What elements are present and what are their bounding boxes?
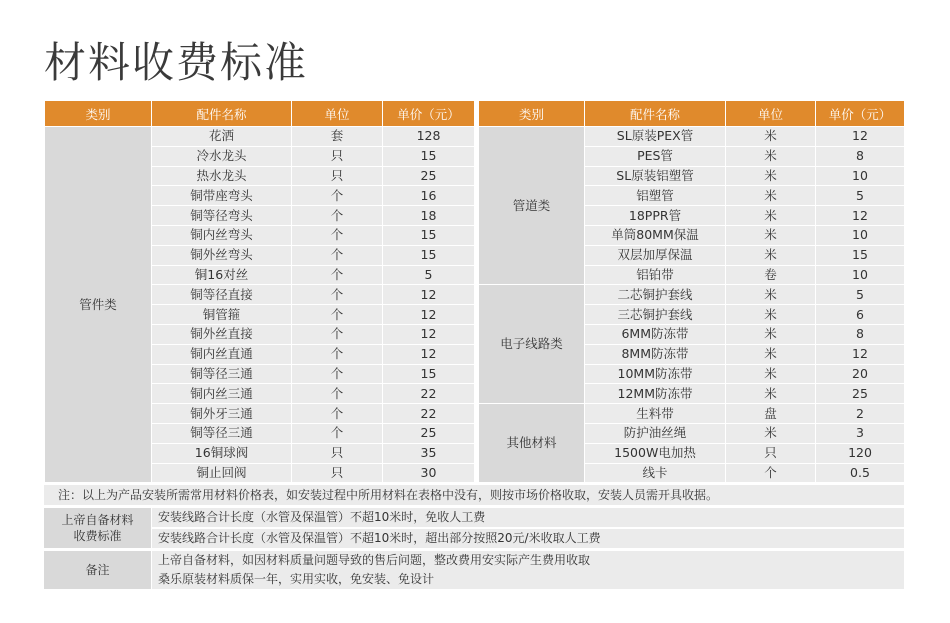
- remarks-label: 备注: [44, 551, 151, 589]
- category-cell: 管件类: [45, 127, 152, 483]
- price-cell: 35: [383, 443, 475, 463]
- unit-cell: 套: [292, 127, 383, 147]
- unit-cell: 个: [292, 423, 383, 443]
- unit-cell: 只: [292, 166, 383, 186]
- table-row: [479, 404, 905, 424]
- part-name-cell: 铜外丝直接: [152, 324, 292, 344]
- price-cell: 22: [383, 384, 475, 404]
- price-cell: 12: [383, 344, 475, 364]
- part-name-cell: 双层加厚保温: [585, 245, 726, 265]
- page-title: 材料收费标准: [44, 38, 309, 87]
- unit-cell: 米: [726, 245, 816, 265]
- price-cell: 8: [816, 146, 905, 166]
- part-name-cell: 花洒: [152, 127, 292, 147]
- price-cell: 16: [383, 186, 475, 206]
- price-cell: 20: [816, 364, 905, 384]
- header-unit-price: 单价（元）: [816, 101, 905, 127]
- price-cell: 12: [383, 285, 475, 305]
- unit-cell: 米: [726, 166, 816, 186]
- price-cell: 15: [383, 146, 475, 166]
- remarks-section: [44, 551, 904, 589]
- price-cell: 0.5: [816, 463, 905, 483]
- price-cell: 12: [816, 127, 905, 147]
- price-cell: 22: [383, 404, 475, 424]
- part-name-cell: 单筒80MM保温: [585, 225, 726, 245]
- price-cell: 12: [383, 324, 475, 344]
- unit-cell: 个: [292, 364, 383, 384]
- part-name-cell: 铜等径三通: [152, 364, 292, 384]
- price-cell: 5: [816, 285, 905, 305]
- price-cell: 25: [816, 384, 905, 404]
- header-unit-price: 单价（元）: [383, 101, 475, 127]
- self-supply-rule: 安装线路合计长度（水管及保温管）不超10米时，免收人工费: [152, 508, 904, 527]
- part-name-cell: 铜等径弯头: [152, 206, 292, 226]
- price-cell: 5: [383, 265, 475, 285]
- unit-cell: 米: [726, 186, 816, 206]
- table-header-row: [479, 101, 905, 127]
- part-name-cell: 16铜球阀: [152, 443, 292, 463]
- part-name-cell: 1500W电加热: [585, 443, 726, 463]
- unit-cell: 只: [292, 443, 383, 463]
- price-cell: 15: [383, 245, 475, 265]
- header-part-name: 配件名称: [585, 101, 726, 127]
- part-name-cell: 三芯铜护套线: [585, 305, 726, 325]
- part-name-cell: 18PPR管: [585, 206, 726, 226]
- unit-cell: 米: [726, 146, 816, 166]
- unit-cell: 个: [292, 384, 383, 404]
- part-name-cell: 热水龙头: [152, 166, 292, 186]
- part-name-cell: 生料带: [585, 404, 726, 424]
- price-cell: 25: [383, 423, 475, 443]
- unit-cell: 米: [726, 127, 816, 147]
- part-name-cell: 铜带座弯头: [152, 186, 292, 206]
- category-cell: 电子线路类: [479, 285, 585, 404]
- unit-cell: 个: [292, 344, 383, 364]
- part-name-cell: 铜外牙三通: [152, 404, 292, 424]
- part-name-cell: 冷水龙头: [152, 146, 292, 166]
- unit-cell: 只: [292, 146, 383, 166]
- unit-cell: 米: [726, 384, 816, 404]
- table-row: [479, 285, 905, 305]
- price-cell: 120: [816, 443, 905, 463]
- self-supply-label: [44, 508, 151, 548]
- price-cell: 10: [816, 166, 905, 186]
- part-name-cell: 铝铂带: [585, 265, 726, 285]
- price-cell: 25: [383, 166, 475, 186]
- part-name-cell: 铜内丝直通: [152, 344, 292, 364]
- unit-cell: 个: [292, 305, 383, 325]
- price-cell: 15: [383, 225, 475, 245]
- part-name-cell: 铜内丝三通: [152, 384, 292, 404]
- self-supply-rule: 安装线路合计长度（水管及保温管）不超10米时，超出部分按照20元/米收取人工费: [152, 529, 904, 548]
- header-part-name: 配件名称: [152, 101, 292, 127]
- unit-cell: 个: [292, 245, 383, 265]
- unit-cell: 个: [292, 225, 383, 245]
- price-table-left: [44, 100, 475, 483]
- unit-cell: 米: [726, 225, 816, 245]
- part-name-cell: 防护油丝绳: [585, 423, 726, 443]
- part-name-cell: 线卡: [585, 463, 726, 483]
- price-cell: 15: [383, 364, 475, 384]
- table-row: [479, 127, 905, 147]
- remark-line: 上帝自备材料，如因材料质量问题导致的售后问题，整改费用安实际产生费用收取: [152, 551, 904, 570]
- unit-cell: 个: [292, 186, 383, 206]
- part-name-cell: 铜内丝弯头: [152, 225, 292, 245]
- part-name-cell: PES管: [585, 146, 726, 166]
- unit-cell: 米: [726, 285, 816, 305]
- header-category: 类别: [45, 101, 152, 127]
- part-name-cell: 6MM防冻带: [585, 324, 726, 344]
- unit-cell: 个: [292, 324, 383, 344]
- part-name-cell: 8MM防冻带: [585, 344, 726, 364]
- part-name-cell: SL原装铝塑管: [585, 166, 726, 186]
- price-cell: 12: [816, 206, 905, 226]
- price-cell: 12: [383, 305, 475, 325]
- unit-cell: 个: [726, 463, 816, 483]
- price-cell: 18: [383, 206, 475, 226]
- unit-cell: 只: [726, 443, 816, 463]
- part-name-cell: 铜等径直接: [152, 285, 292, 305]
- part-name-cell: 铜等径三通: [152, 423, 292, 443]
- price-cell: 30: [383, 463, 475, 483]
- unit-cell: 个: [292, 285, 383, 305]
- part-name-cell: 12MM防冻带: [585, 384, 726, 404]
- price-cell: 3: [816, 423, 905, 443]
- price-table-right: [478, 100, 905, 483]
- price-cell: 8: [816, 324, 905, 344]
- self-supply-section: [44, 508, 904, 548]
- table-row: [45, 127, 475, 147]
- price-cell: 12: [816, 344, 905, 364]
- unit-cell: 个: [292, 404, 383, 424]
- unit-cell: 米: [726, 344, 816, 364]
- table-header-row: [45, 101, 475, 127]
- part-name-cell: 10MM防冻带: [585, 364, 726, 384]
- unit-cell: 个: [292, 206, 383, 226]
- category-cell: 管道类: [479, 127, 585, 285]
- self-supply-label-line2: 收费标准: [73, 529, 122, 543]
- header-category: 类别: [479, 101, 585, 127]
- part-name-cell: SL原装PEX管: [585, 127, 726, 147]
- price-cell: 128: [383, 127, 475, 147]
- price-cell: 5: [816, 186, 905, 206]
- self-supply-label-line1: 上帝自备材料: [61, 513, 134, 527]
- unit-cell: 卷: [726, 265, 816, 285]
- header-unit: 单位: [292, 101, 383, 127]
- price-cell: 2: [816, 404, 905, 424]
- price-cell: 15: [816, 245, 905, 265]
- header-unit: 单位: [726, 101, 816, 127]
- unit-cell: 米: [726, 305, 816, 325]
- price-cell: 10: [816, 265, 905, 285]
- unit-cell: 只: [292, 463, 383, 483]
- part-name-cell: 铜管箍: [152, 305, 292, 325]
- unit-cell: 米: [726, 364, 816, 384]
- part-name-cell: 铝塑管: [585, 186, 726, 206]
- unit-cell: 米: [726, 324, 816, 344]
- footnote: 注：以上为产品安装所需常用材料价格表，如安装过程中所用材料在表格中没有，则按市场价格收取，安装人员需开具收据。: [44, 485, 904, 505]
- unit-cell: 个: [292, 265, 383, 285]
- part-name-cell: 铜止回阀: [152, 463, 292, 483]
- price-cell: 10: [816, 225, 905, 245]
- price-cell: 6: [816, 305, 905, 325]
- category-cell: 其他材料: [479, 404, 585, 483]
- part-name-cell: 二芯铜护套线: [585, 285, 726, 305]
- unit-cell: 米: [726, 423, 816, 443]
- unit-cell: 盘: [726, 404, 816, 424]
- part-name-cell: 铜外丝弯头: [152, 245, 292, 265]
- remark-line: 桑乐原装材料质保一年，实用实收，免安装、免设计: [152, 570, 904, 589]
- part-name-cell: 铜16对丝: [152, 265, 292, 285]
- unit-cell: 米: [726, 206, 816, 226]
